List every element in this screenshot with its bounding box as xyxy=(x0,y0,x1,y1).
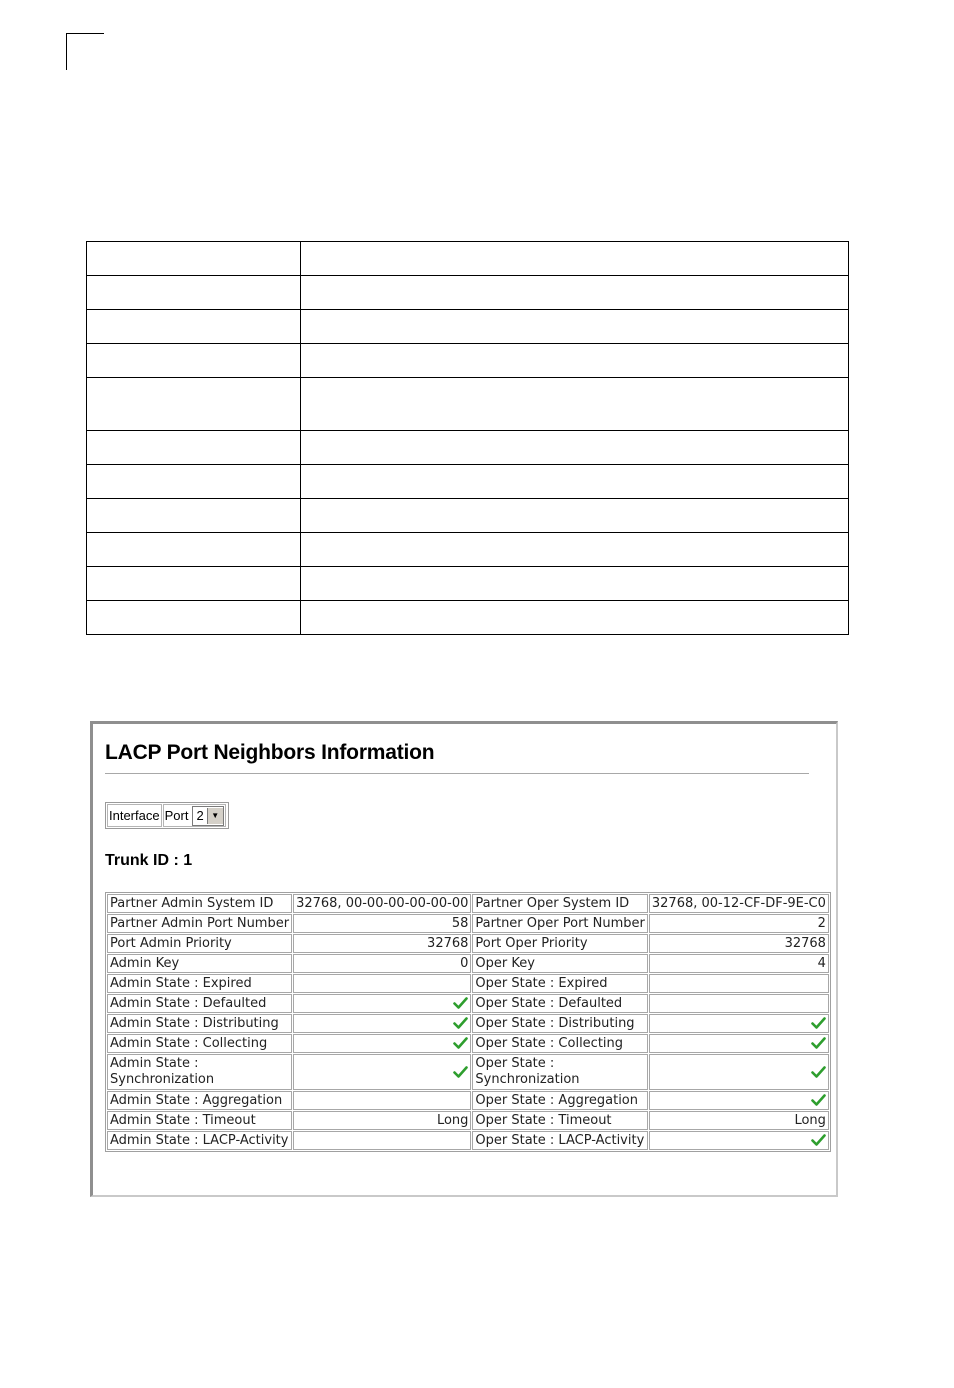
table-row xyxy=(87,242,849,276)
table-row xyxy=(107,1131,829,1150)
oper-field-label: Oper State : Expired xyxy=(472,974,647,993)
admin-field-label: Admin State : Distributing xyxy=(107,1014,292,1033)
check-icon xyxy=(811,1017,826,1029)
chevron-down-icon[interactable]: ▼ xyxy=(207,808,223,824)
table-row xyxy=(107,934,829,953)
admin-field-value xyxy=(293,1131,471,1150)
oper-field-value: 32768, 00-12-CF-DF-9E-C0 xyxy=(649,894,829,913)
interface-selector xyxy=(105,802,229,829)
oper-field-value xyxy=(649,974,829,993)
table-row xyxy=(107,954,829,973)
oper-field-value: 4 xyxy=(649,954,829,973)
admin-field-label: Partner Admin System ID xyxy=(107,894,292,913)
table-row xyxy=(107,1014,829,1033)
oper-field-value xyxy=(649,1091,829,1110)
admin-field-value: 32768, 00-00-00-00-00-00 xyxy=(293,894,471,913)
admin-field-value: Long xyxy=(293,1111,471,1130)
check-icon xyxy=(453,1066,468,1078)
check-icon xyxy=(453,1017,468,1029)
table-row xyxy=(87,601,849,635)
lacp-neighbors-panel xyxy=(90,721,838,1197)
oper-field-label: Oper State : Defaulted xyxy=(472,994,647,1013)
check-icon xyxy=(453,1037,468,1049)
table-row xyxy=(87,344,849,378)
admin-field-label: Partner Admin Port Number xyxy=(107,914,292,933)
description-table xyxy=(86,241,849,635)
table-row xyxy=(87,533,849,567)
oper-field-label: Partner Oper Port Number xyxy=(472,914,647,933)
oper-field-value xyxy=(649,1131,829,1150)
port-cell xyxy=(163,804,226,827)
table-row xyxy=(87,499,849,533)
oper-field-label: Oper State : Synchronization xyxy=(472,1054,647,1090)
check-icon xyxy=(811,1094,826,1106)
admin-field-value: 32768 xyxy=(293,934,471,953)
oper-field-label: Port Oper Priority xyxy=(472,934,647,953)
admin-field-value xyxy=(293,994,471,1013)
admin-field-value xyxy=(293,974,471,993)
oper-field-value xyxy=(649,1014,829,1033)
table-row xyxy=(107,1091,829,1110)
table-row xyxy=(107,894,829,913)
page-title: LACP Port Neighbors Information xyxy=(105,741,435,764)
table-row xyxy=(87,431,849,465)
oper-field-label: Oper State : Timeout xyxy=(472,1111,647,1130)
admin-field-label: Admin State : Expired xyxy=(107,974,292,993)
neighbors-info-table xyxy=(105,892,831,1152)
oper-field-value xyxy=(649,994,829,1013)
check-icon xyxy=(811,1134,826,1146)
table-row xyxy=(107,994,829,1013)
oper-field-label: Oper State : Distributing xyxy=(472,1014,647,1033)
table-row xyxy=(107,974,829,993)
admin-field-value xyxy=(293,1054,471,1090)
check-icon xyxy=(453,997,468,1009)
title-divider xyxy=(105,773,809,774)
check-icon xyxy=(811,1066,826,1078)
interface-label: Interface xyxy=(107,804,162,827)
oper-field-value xyxy=(649,1054,829,1090)
admin-field-label: Admin State : Synchronization xyxy=(107,1054,292,1090)
table-row xyxy=(87,567,849,601)
admin-field-value: 0 xyxy=(293,954,471,973)
table-row xyxy=(107,1054,829,1090)
table-row xyxy=(87,276,849,310)
admin-field-value xyxy=(293,1014,471,1033)
admin-field-label: Admin State : Timeout xyxy=(107,1111,292,1130)
table-row xyxy=(107,1034,829,1053)
admin-field-label: Admin Key xyxy=(107,954,292,973)
oper-field-value: Long xyxy=(649,1111,829,1130)
table-row xyxy=(107,914,829,933)
oper-field-label: Oper State : Collecting xyxy=(472,1034,647,1053)
table-row xyxy=(87,310,849,344)
port-select-value: 2 xyxy=(196,808,204,823)
corner-crop-mark xyxy=(66,33,104,70)
admin-field-label: Admin State : LACP-Activity xyxy=(107,1131,292,1150)
admin-field-label: Admin State : Defaulted xyxy=(107,994,292,1013)
oper-field-value: 2 xyxy=(649,914,829,933)
admin-field-value: 58 xyxy=(293,914,471,933)
admin-field-label: Port Admin Priority xyxy=(107,934,292,953)
port-select[interactable] xyxy=(192,806,223,826)
port-label: Port xyxy=(164,808,189,823)
oper-field-label: Oper State : Aggregation xyxy=(472,1091,647,1110)
table-row xyxy=(87,465,849,499)
oper-field-value: 32768 xyxy=(649,934,829,953)
oper-field-value xyxy=(649,1034,829,1053)
table-row xyxy=(107,1111,829,1130)
admin-field-value xyxy=(293,1091,471,1110)
admin-field-value xyxy=(293,1034,471,1053)
table-row xyxy=(87,378,849,431)
admin-field-label: Admin State : Collecting xyxy=(107,1034,292,1053)
trunk-id-label: Trunk ID : 1 xyxy=(105,852,193,869)
oper-field-label: Partner Oper System ID xyxy=(472,894,647,913)
check-icon xyxy=(811,1037,826,1049)
oper-field-label: Oper Key xyxy=(472,954,647,973)
admin-field-label: Admin State : Aggregation xyxy=(107,1091,292,1110)
oper-field-label: Oper State : LACP-Activity xyxy=(472,1131,647,1150)
